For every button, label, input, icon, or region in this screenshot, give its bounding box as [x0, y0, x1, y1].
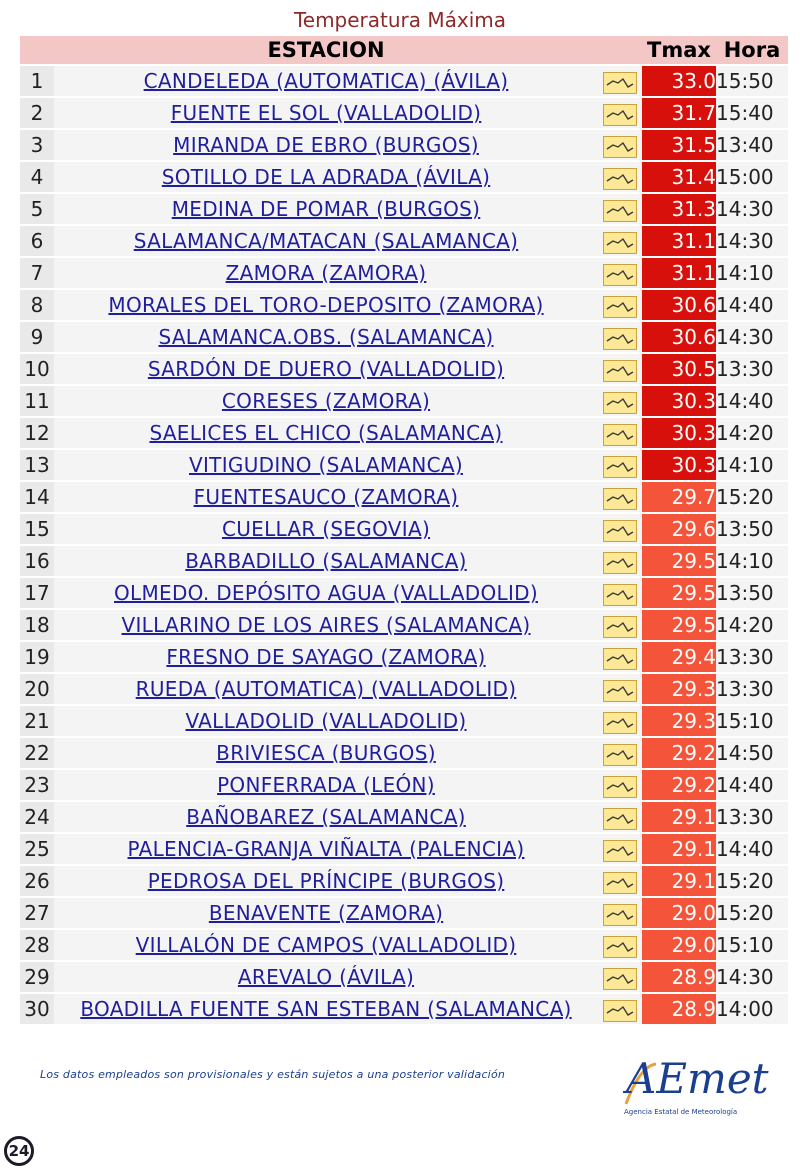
- table-row: [20, 66, 788, 96]
- row-number: 13: [20, 450, 54, 480]
- station-cell: [54, 706, 598, 736]
- row-number: 18: [20, 610, 54, 640]
- table-row: [20, 962, 788, 992]
- table-header-row: [20, 36, 788, 64]
- station-cell: [54, 162, 598, 192]
- tmax-value: 29.5: [642, 546, 716, 576]
- hora-value: 15:00: [716, 162, 788, 192]
- hora-value: 14:30: [716, 194, 788, 224]
- table-body: [20, 66, 788, 1024]
- hora-value: 15:10: [716, 706, 788, 736]
- hora-value: 13:30: [716, 642, 788, 672]
- row-number: 21: [20, 706, 54, 736]
- station-link[interactable]: BAÑOBAREZ (SALAMANCA): [186, 805, 466, 829]
- graph-cell: [598, 898, 642, 928]
- graph-icon[interactable]: [603, 392, 637, 414]
- graph-cell: [598, 130, 642, 160]
- graph-icon[interactable]: [603, 712, 637, 734]
- hora-value: 14:40: [716, 770, 788, 800]
- row-number: 7: [20, 258, 54, 288]
- row-number: 26: [20, 866, 54, 896]
- row-number: 4: [20, 162, 54, 192]
- graph-icon[interactable]: [603, 456, 637, 478]
- tmax-value: 30.3: [642, 386, 716, 416]
- tmax-value: 29.1: [642, 802, 716, 832]
- station-cell: [54, 450, 598, 480]
- station-link[interactable]: MIRANDA DE EBRO (BURGOS): [173, 133, 479, 157]
- hora-value: 13:50: [716, 514, 788, 544]
- station-cell: [54, 386, 598, 416]
- table-row: [20, 770, 788, 800]
- table-row: [20, 546, 788, 576]
- table-row: [20, 290, 788, 320]
- station-link[interactable]: BRIVIESCA (BURGOS): [216, 741, 436, 765]
- hora-value: 14:10: [716, 258, 788, 288]
- graph-icon[interactable]: [603, 488, 637, 510]
- station-cell: [54, 930, 598, 960]
- graph-cell: [598, 226, 642, 256]
- station-link[interactable]: CUELLAR (SEGOVIA): [221, 517, 431, 541]
- station-cell: [54, 642, 598, 672]
- station-cell: [54, 546, 598, 576]
- station-link[interactable]: FUENTE EL SOL (VALLADOLID): [170, 101, 482, 125]
- table-row: [20, 994, 788, 1024]
- tmax-value: 29.5: [642, 578, 716, 608]
- station-link[interactable]: VALLADOLID (VALLADOLID): [185, 709, 467, 733]
- tmax-value: 31.7: [642, 98, 716, 128]
- graph-cell: [598, 994, 642, 1024]
- table-row: [20, 482, 788, 512]
- station-link[interactable]: OLMEDO. DEPÓSITO AGUA (VALLADOLID): [114, 581, 538, 605]
- tmax-value: 30.6: [642, 322, 716, 352]
- station-cell: [54, 674, 598, 704]
- graph-cell: [598, 450, 642, 480]
- station-link[interactable]: MORALES DEL TORO-DEPOSITO (ZAMORA): [108, 293, 544, 317]
- station-cell: [54, 66, 598, 96]
- hora-value: 13:50: [716, 578, 788, 608]
- row-number: 10: [20, 354, 54, 384]
- graph-cell: [598, 66, 642, 96]
- graph-cell: [598, 930, 642, 960]
- table-row: [20, 642, 788, 672]
- station-cell: [54, 514, 598, 544]
- graph-icon[interactable]: [603, 840, 637, 862]
- station-cell: [54, 770, 598, 800]
- tmax-value: 28.9: [642, 994, 716, 1024]
- graph-icon[interactable]: [603, 872, 637, 894]
- row-number: 19: [20, 642, 54, 672]
- disclaimer-note: Los datos empleados son provisionales y están sujetos a una posterior validación: [40, 1068, 506, 1081]
- header-graph: [598, 36, 642, 64]
- hora-value: 14:40: [716, 834, 788, 864]
- row-number: 24: [20, 802, 54, 832]
- table-row: [20, 930, 788, 960]
- graph-icon[interactable]: [603, 648, 637, 670]
- graph-icon[interactable]: [603, 744, 637, 766]
- tmax-value: 29.6: [642, 514, 716, 544]
- station-cell: [54, 578, 598, 608]
- station-cell: [54, 802, 598, 832]
- row-number: 14: [20, 482, 54, 512]
- hora-value: 14:40: [716, 290, 788, 320]
- graph-icon[interactable]: [603, 424, 637, 446]
- graph-cell: [598, 354, 642, 384]
- logo-subtitle: Agencia Estatal de Meteorología: [624, 1108, 738, 1116]
- station-link[interactable]: BENAVENTE (ZAMORA): [208, 901, 444, 925]
- graph-icon[interactable]: [603, 136, 637, 158]
- header-station: ESTACION: [54, 36, 598, 64]
- graph-cell: [598, 290, 642, 320]
- table-row: [20, 226, 788, 256]
- hora-value: 13:30: [716, 802, 788, 832]
- header-tmax: Tmax: [642, 36, 716, 64]
- station-link[interactable]: MEDINA DE POMAR (BURGOS): [171, 197, 481, 221]
- table-row: [20, 418, 788, 448]
- tmax-value: 29.1: [642, 866, 716, 896]
- station-cell: [54, 962, 598, 992]
- page-title: Temperatura Máxima: [293, 8, 507, 32]
- station-cell: [54, 994, 598, 1024]
- station-cell: [54, 354, 598, 384]
- graph-icon[interactable]: [603, 520, 637, 542]
- graph-cell: [598, 98, 642, 128]
- tmax-value: 29.0: [642, 930, 716, 960]
- graph-icon[interactable]: [603, 264, 637, 286]
- station-link[interactable]: PEDROSA DEL PRÍNCIPE (BURGOS): [147, 869, 505, 893]
- tmax-value: 30.6: [642, 290, 716, 320]
- station-cell: [54, 610, 598, 640]
- graph-icon[interactable]: [603, 104, 637, 126]
- graph-icon[interactable]: [603, 200, 637, 222]
- tmax-value: 31.3: [642, 194, 716, 224]
- table-row: [20, 386, 788, 416]
- row-number: 22: [20, 738, 54, 768]
- row-number: 1: [20, 66, 54, 96]
- graph-icon[interactable]: [603, 360, 637, 382]
- table-row: [20, 322, 788, 352]
- tmax-value: 29.3: [642, 706, 716, 736]
- graph-cell: [598, 834, 642, 864]
- row-number: 15: [20, 514, 54, 544]
- graph-icon[interactable]: [603, 1000, 637, 1022]
- tmax-value: 29.5: [642, 610, 716, 640]
- tmax-value: 31.1: [642, 226, 716, 256]
- station-link[interactable]: SARDÓN DE DUERO (VALLADOLID): [147, 357, 505, 381]
- station-link[interactable]: VITIGUDINO (SALAMANCA): [189, 453, 463, 477]
- graph-icon[interactable]: [603, 328, 637, 350]
- graph-icon[interactable]: [603, 968, 637, 990]
- station-link[interactable]: FRESNO DE SAYAGO (ZAMORA): [166, 645, 486, 669]
- table-row: [20, 738, 788, 768]
- graph-cell: [598, 706, 642, 736]
- tmax-value: 29.0: [642, 898, 716, 928]
- graph-cell: [598, 482, 642, 512]
- tmax-value: 33.0: [642, 66, 716, 96]
- station-link[interactable]: CANDELEDA (AUTOMATICA) (ÁVILA): [143, 69, 509, 93]
- graph-cell: [598, 194, 642, 224]
- row-number: 6: [20, 226, 54, 256]
- table-row: [20, 802, 788, 832]
- graph-icon[interactable]: [603, 808, 637, 830]
- header-number: [20, 36, 54, 64]
- station-cell: [54, 866, 598, 896]
- station-cell: [54, 738, 598, 768]
- graph-cell: [598, 610, 642, 640]
- graph-icon[interactable]: [603, 232, 637, 254]
- hora-value: 14:20: [716, 610, 788, 640]
- graph-icon[interactable]: [603, 296, 637, 318]
- station-link[interactable]: PONFERRADA (LEÓN): [217, 773, 435, 797]
- hora-value: 13:40: [716, 130, 788, 160]
- tmax-value: 28.9: [642, 962, 716, 992]
- graph-icon[interactable]: [603, 776, 637, 798]
- hora-value: 14:50: [716, 738, 788, 768]
- graph-icon[interactable]: [603, 616, 637, 638]
- graph-cell: [598, 578, 642, 608]
- table-row: [20, 898, 788, 928]
- table-row: [20, 578, 788, 608]
- station-cell: [54, 290, 598, 320]
- graph-icon[interactable]: [603, 552, 637, 574]
- station-link[interactable]: BARBADILLO (SALAMANCA): [185, 549, 467, 573]
- graph-icon[interactable]: [603, 72, 637, 94]
- station-link[interactable]: BOADILLA FUENTE SAN ESTEBAN (SALAMANCA): [80, 997, 572, 1021]
- graph-icon[interactable]: [603, 904, 637, 926]
- station-cell: [54, 194, 598, 224]
- graph-cell: [598, 770, 642, 800]
- table-row: [20, 130, 788, 160]
- table-row: [20, 354, 788, 384]
- row-number: 29: [20, 962, 54, 992]
- tmax-value: 30.3: [642, 450, 716, 480]
- tmax-value: 29.4: [642, 642, 716, 672]
- station-cell: [54, 834, 598, 864]
- row-number: 20: [20, 674, 54, 704]
- tmax-value: 29.7: [642, 482, 716, 512]
- logo-text: AEmet: [626, 1054, 769, 1103]
- table-row: [20, 514, 788, 544]
- graph-cell: [598, 866, 642, 896]
- hora-value: 14:00: [716, 994, 788, 1024]
- row-number: 28: [20, 930, 54, 960]
- hora-value: 15:20: [716, 898, 788, 928]
- graph-icon[interactable]: [603, 936, 637, 958]
- table-row: [20, 162, 788, 192]
- station-link[interactable]: AREVALO (ÁVILA): [237, 965, 415, 989]
- graph-cell: [598, 738, 642, 768]
- graph-cell: [598, 546, 642, 576]
- station-link[interactable]: RUEDA (AUTOMATICA) (VALLADOLID): [135, 677, 517, 701]
- table-row: [20, 866, 788, 896]
- graph-cell: [598, 962, 642, 992]
- station-cell: [54, 482, 598, 512]
- row-number: 8: [20, 290, 54, 320]
- station-link[interactable]: SOTILLO DE LA ADRADA (ÁVILA): [161, 165, 491, 189]
- hora-value: 14:40: [716, 386, 788, 416]
- tmax-value: 29.2: [642, 770, 716, 800]
- graph-cell: [598, 802, 642, 832]
- row-number: 9: [20, 322, 54, 352]
- station-cell: [54, 130, 598, 160]
- graph-cell: [598, 642, 642, 672]
- table-row: [20, 834, 788, 864]
- station-link[interactable]: FUENTESAUCO (ZAMORA): [193, 485, 459, 509]
- row-number: 30: [20, 994, 54, 1024]
- hora-value: 13:30: [716, 354, 788, 384]
- row-number: 3: [20, 130, 54, 160]
- row-number: 11: [20, 386, 54, 416]
- station-link[interactable]: SALAMANCA.OBS. (SALAMANCA): [158, 325, 494, 349]
- station-link[interactable]: SALAMANCA/MATACAN (SALAMANCA): [133, 229, 519, 253]
- row-number: 25: [20, 834, 54, 864]
- table-row: [20, 706, 788, 736]
- graph-cell: [598, 674, 642, 704]
- station-link[interactable]: VILLALÓN DE CAMPOS (VALLADOLID): [135, 933, 517, 957]
- tmax-value: 29.1: [642, 834, 716, 864]
- hora-value: 15:20: [716, 866, 788, 896]
- table-row: [20, 450, 788, 480]
- header-hora: Hora: [716, 36, 788, 64]
- graph-icon[interactable]: [603, 680, 637, 702]
- tmax-value: 29.3: [642, 674, 716, 704]
- tmax-value: 31.5: [642, 130, 716, 160]
- row-number: 12: [20, 418, 54, 448]
- source-badge: 24: [4, 1136, 34, 1166]
- hora-value: 14:30: [716, 226, 788, 256]
- table-row: [20, 98, 788, 128]
- row-number: 2: [20, 98, 54, 128]
- station-cell: [54, 898, 598, 928]
- row-number: 27: [20, 898, 54, 928]
- tmax-value: 30.5: [642, 354, 716, 384]
- aemet-logo: [618, 1054, 769, 1126]
- hora-value: 14:30: [716, 962, 788, 992]
- station-cell: [54, 258, 598, 288]
- tmax-value: 31.1: [642, 258, 716, 288]
- hora-value: 14:20: [716, 418, 788, 448]
- graph-icon[interactable]: [603, 168, 637, 190]
- graph-cell: [598, 258, 642, 288]
- graph-cell: [598, 322, 642, 352]
- table-row: [20, 674, 788, 704]
- station-cell: [54, 226, 598, 256]
- table-row: [20, 194, 788, 224]
- hora-value: 14:30: [716, 322, 788, 352]
- station-cell: [54, 322, 598, 352]
- graph-icon[interactable]: [603, 584, 637, 606]
- station-link[interactable]: VILLARINO DE LOS AIRES (SALAMANCA): [121, 613, 531, 637]
- hora-value: 14:10: [716, 546, 788, 576]
- row-number: 17: [20, 578, 54, 608]
- station-link[interactable]: ZAMORA (ZAMORA): [225, 261, 427, 285]
- graph-cell: [598, 386, 642, 416]
- hora-value: 14:10: [716, 450, 788, 480]
- hora-value: 15:20: [716, 482, 788, 512]
- hora-value: 15:40: [716, 98, 788, 128]
- row-number: 23: [20, 770, 54, 800]
- station-cell: [54, 418, 598, 448]
- hora-value: 15:50: [716, 66, 788, 96]
- graph-cell: [598, 418, 642, 448]
- table-row: [20, 258, 788, 288]
- table-row: [20, 610, 788, 640]
- station-link[interactable]: PALENCIA-GRANJA VIÑALTA (PALENCIA): [127, 837, 525, 861]
- hora-value: 13:30: [716, 674, 788, 704]
- station-cell: [54, 98, 598, 128]
- row-number: 16: [20, 546, 54, 576]
- hora-value: 15:10: [716, 930, 788, 960]
- graph-cell: [598, 514, 642, 544]
- tmax-value: 30.3: [642, 418, 716, 448]
- station-link[interactable]: SAELICES EL CHICO (SALAMANCA): [149, 421, 503, 445]
- tmax-value: 29.2: [642, 738, 716, 768]
- row-number: 5: [20, 194, 54, 224]
- tmax-value: 31.4: [642, 162, 716, 192]
- station-link[interactable]: CORESES (ZAMORA): [221, 389, 431, 413]
- max-temperature-table: [20, 34, 788, 1026]
- graph-cell: [598, 162, 642, 192]
